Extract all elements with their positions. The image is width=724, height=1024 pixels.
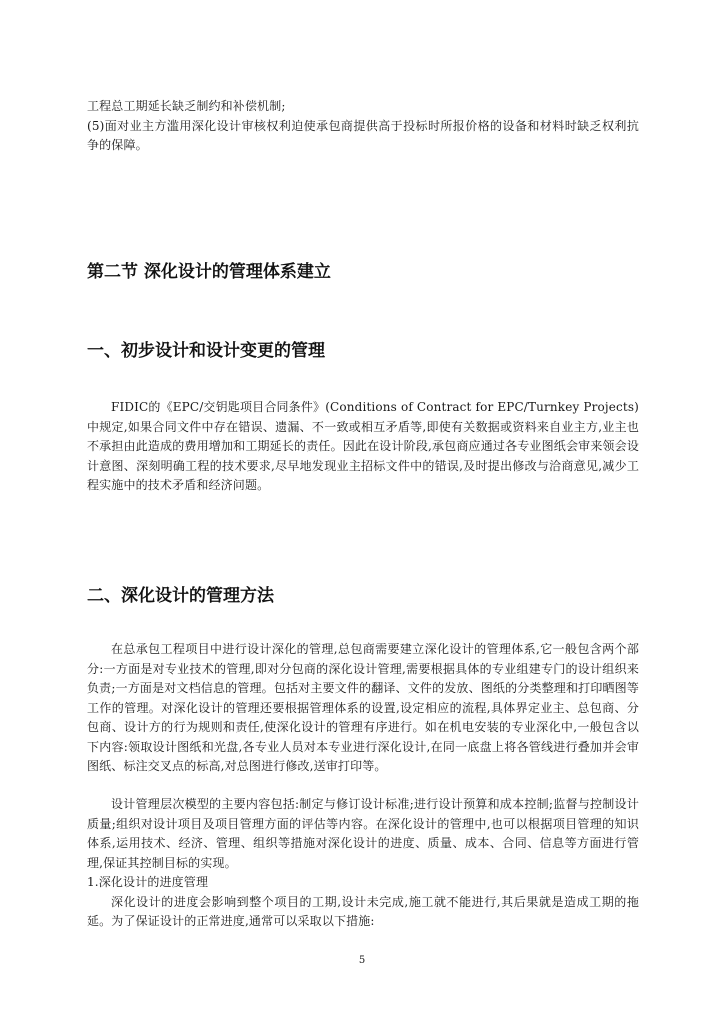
subsection2-paragraph-1: 在总承包工程项目中进行设计深化的管理,总包商需要建立深化设计的管理体系,它一般包含两个部分:一方面是对专业技术的管理,即对分包商的深化设计管理,需要根据具体的专业组建专门的设计组织来负责;一方面是对文档信息的管理。包括对主要文件的翻译、文件的发放、图纸的分类整理和打印晒图等工作的管理。对深化设计的管理还要根据管理体系的设置,设定相应的流程,具体界定业主、总包商、分包商、设计方的行为规则和责任,使深化设计的管理有序进行。如在机电安装的专业深化中,一般包含以下内容:领取设计图纸和光盘,各专业人员对本专业进行深化设计,在同一底盘上将各管线进行叠加并会审图纸、标注交叉点的标高,对总图进行修改,送审打印等。 xyxy=(87,642,639,773)
subsection2-title: 二、深化设计的管理方法 xyxy=(87,586,274,606)
subsection1-title: 一、初步设计和设计变更的管理 xyxy=(87,341,325,361)
section-heading-block xyxy=(87,261,639,283)
subsection1-heading-block xyxy=(87,340,639,362)
section-title: 第二节 深化设计的管理体系建立 xyxy=(87,262,331,282)
subsection2-body-1 xyxy=(87,640,639,777)
subsection1-body xyxy=(87,398,639,496)
intro-paragraph: (5)面对业主方滥用深化设计审核权利迫使承包商提供高于投标时所报价格的设备和材料时缺乏权利抗争的保障。 xyxy=(87,118,639,152)
list-item-title: 1.深化设计的进度管理 xyxy=(87,875,209,889)
subsection2-body-2 xyxy=(87,795,639,932)
subsection1-paragraph: FIDIC的《EPC/交钥匙项目合同条件》(Conditions of Contract for EPC/Turnkey Projects)中规定,如果合同文件中存在错误、遗漏、不一致或相互矛盾等,即使有关数据或资料来自业主方,业主也不承担由此造成的费用增加和工期延长的责任。因此在设计阶段,承包商应通过各专业图纸会审来领会设计意图、深刻明确工程的技术要求,尽早地发现业主招标文件中的错误,及时提出修改与洽商意见,减少工程实施中的技术矛盾和经济问题。 xyxy=(87,400,639,492)
subsection2-paragraph-2: 设计管理层次模型的主要内容包括:制定与修订设计标准;进行设计预算和成本控制;监督与控制设计质量;组织对设计项目及项目管理方面的评估等内容。在深化设计的管理中,也可以根据项目管理的知识体系,运用技术、经济、管理、组织等措施对深化设计的进度、质量、成本、合同、信息等方面进行管理,保证其控制目标的实现。 xyxy=(87,797,639,870)
intro-line: 工程总工期延长缺乏制约和补偿机制; xyxy=(87,99,286,113)
page-number: 5 xyxy=(358,955,366,966)
list-item-paragraph: 深化设计的进度会影响到整个项目的工期,设计未完成,施工就不能进行,其后果就是造成工期的拖延。为了保证设计的正常进度,通常可以采取以下措施: xyxy=(87,894,639,928)
subsection2-heading-block xyxy=(87,585,639,607)
intro-block xyxy=(87,97,639,156)
